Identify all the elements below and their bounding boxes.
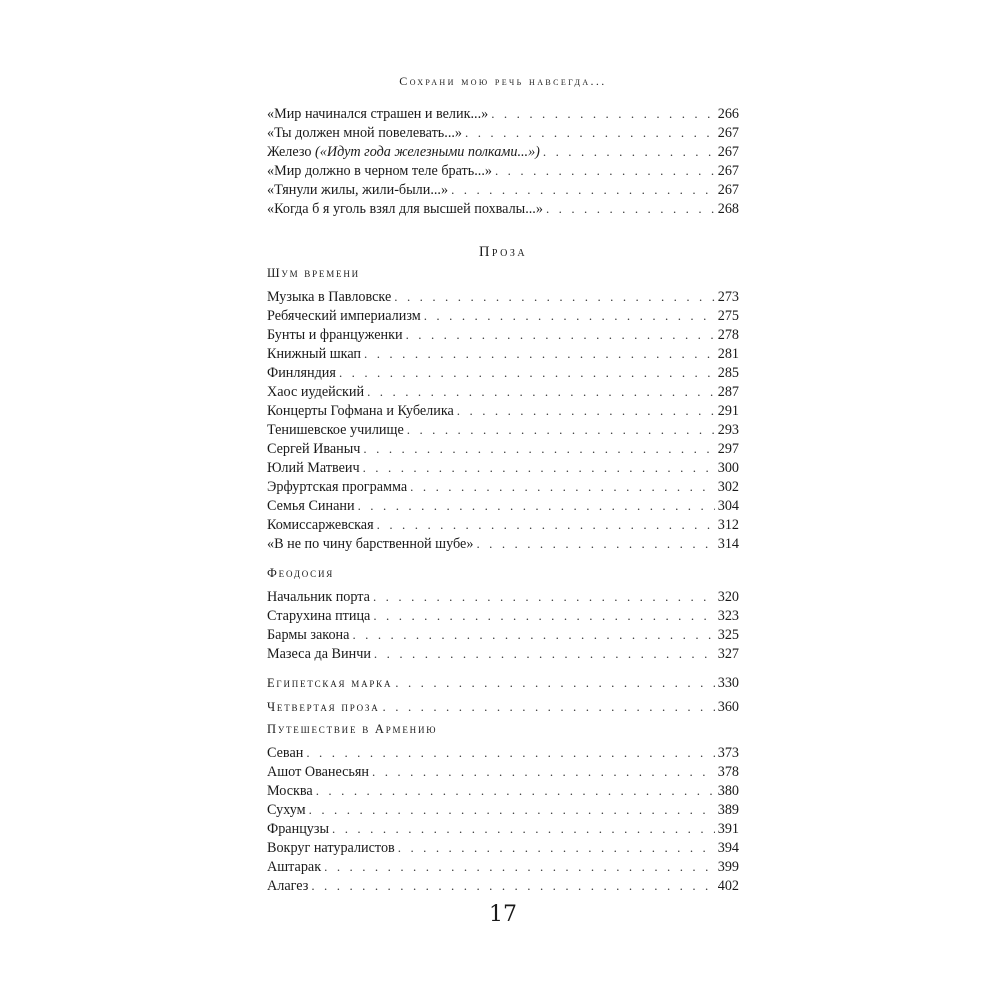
- toc-entry: [267, 496, 739, 515]
- toc-entry-page: 320: [717, 589, 739, 605]
- toc-entry-page: 302: [717, 479, 739, 495]
- leader-dots: [383, 697, 715, 716]
- section-heading-prose: Проза: [478, 244, 528, 260]
- leader-dots: [324, 857, 715, 876]
- toc-entry: [267, 781, 739, 800]
- toc-entry-title: Семья Синани: [267, 498, 355, 514]
- toc-entry: [267, 142, 739, 161]
- toc-entry-page: 267: [717, 144, 739, 160]
- leader-dots: [374, 644, 715, 663]
- toc-entry: [267, 644, 739, 663]
- toc-entry-page: 399: [717, 859, 739, 875]
- leader-dots: [332, 819, 715, 838]
- subsection-heading: Путешествие в Армению: [267, 722, 438, 736]
- leader-dots: [410, 477, 715, 496]
- toc-entry: [267, 199, 739, 218]
- toc-entry-title: Эрфуртская программа: [267, 479, 408, 495]
- toc-entry-title: «В не по чину барственной шубе»: [267, 536, 474, 552]
- toc-entry-page: 360: [717, 699, 739, 715]
- toc-entry: [267, 439, 739, 458]
- toc-entry-page: 402: [717, 878, 739, 894]
- toc-entry: [267, 401, 739, 420]
- toc-entry-title: Ребяческий империализм: [267, 308, 421, 324]
- toc-entry-title: Концерты Гофмана и Кубелика: [267, 403, 454, 419]
- leader-dots: [491, 104, 714, 123]
- toc-entry-page: 278: [717, 327, 739, 343]
- subsection-heading: Шум времени: [267, 266, 360, 280]
- toc-entry-title: Сухум: [267, 802, 306, 818]
- leader-dots: [395, 673, 714, 692]
- toc-entry-page: 291: [717, 403, 739, 419]
- leader-dots: [451, 180, 715, 199]
- leader-dots: [352, 625, 714, 644]
- toc-entry-page: 314: [717, 536, 739, 552]
- toc-entry-page: 389: [717, 802, 739, 818]
- toc-entry-title: Мазеса да Винчи: [267, 646, 371, 662]
- toc-entry: [267, 420, 739, 439]
- toc-entry: [267, 625, 739, 644]
- toc-entry-title: Алагез: [267, 878, 309, 894]
- toc-entry-page: 281: [717, 346, 739, 362]
- toc-entry-title: Бунты и француженки: [267, 327, 403, 343]
- toc-entry-chetvertaya-proza: [267, 697, 739, 716]
- toc-entry-title: Книжный шкап: [267, 346, 362, 362]
- toc-entry: [267, 363, 739, 382]
- toc-entry-title: Хаос иудейский: [267, 384, 365, 400]
- leader-dots: [373, 606, 714, 625]
- toc-entry-title: Французы: [267, 821, 330, 837]
- toc-entry: [267, 123, 739, 142]
- leader-dots: [364, 344, 715, 363]
- toc-entry-title: «Тянули жилы, жили-были...»: [267, 182, 449, 198]
- toc-entry-page: 325: [717, 627, 739, 643]
- toc-entry-title: «Мир должно в черном теле брать...»: [267, 163, 492, 179]
- toc-entry-title: Начальник порта: [267, 589, 370, 605]
- toc-entry-page: 275: [717, 308, 739, 324]
- toc-entry-page: 304: [717, 498, 739, 514]
- leader-dots: [457, 401, 715, 420]
- toc-entry-page: 380: [717, 783, 739, 799]
- leader-dots: [311, 876, 714, 895]
- toc-entry-page: 268: [717, 201, 739, 217]
- toc-entry-title: [267, 143, 540, 162]
- toc-entry-title: Тенишевское училище: [267, 422, 404, 438]
- toc-entry-title: Финляндия: [267, 365, 336, 381]
- toc-entry-page: 312: [717, 517, 739, 533]
- toc-entry-title: «Мир начинался страшен и велик...»: [267, 106, 489, 122]
- toc-entry-title: Четвертая проза: [267, 700, 380, 714]
- toc-entry-title: Вокруг натуралистов: [267, 840, 395, 856]
- toc-entry: [267, 477, 739, 496]
- toc-entry-title: Бармы закона: [267, 627, 350, 643]
- toc-entry-title: Москва: [267, 783, 313, 799]
- leader-dots: [309, 800, 715, 819]
- toc-entry: [267, 838, 739, 857]
- toc-entry: [267, 534, 739, 553]
- toc-entry-page: 300: [717, 460, 739, 476]
- toc-entry-page: 297: [717, 441, 739, 457]
- toc-entry-page: 267: [717, 182, 739, 198]
- toc-entry: [267, 458, 739, 477]
- leader-dots: [543, 142, 715, 161]
- toc-entry-title: Юлий Матвеич: [267, 460, 360, 476]
- toc-entry: [267, 325, 739, 344]
- toc-entry-title: Музыка в Павловске: [267, 289, 392, 305]
- toc-entry-title: Севан: [267, 745, 304, 761]
- subsection-heading: Феодосия: [267, 566, 335, 580]
- toc-entry-title: Старухина птица: [267, 608, 371, 624]
- leader-dots: [495, 161, 715, 180]
- page-number: 17: [489, 902, 517, 927]
- toc-entry-title-main: Железо: [267, 144, 312, 160]
- leader-dots: [363, 439, 714, 458]
- toc-entry-page: 267: [717, 125, 739, 141]
- toc-entry-page: 293: [717, 422, 739, 438]
- leader-dots: [394, 287, 714, 306]
- leader-dots: [377, 515, 715, 534]
- toc-entry: [267, 743, 739, 762]
- leader-dots: [373, 587, 715, 606]
- toc-entry: [267, 800, 739, 819]
- toc-entry-title: Сергей Иваныч: [267, 441, 361, 457]
- leader-dots: [476, 534, 714, 553]
- toc-entry-page: 266: [717, 106, 739, 122]
- toc-entry: [267, 876, 739, 895]
- toc-entry: [267, 306, 739, 325]
- leader-dots: [358, 496, 715, 515]
- toc-entry-page: 373: [717, 745, 739, 761]
- toc-entry-page: 287: [717, 384, 739, 400]
- leader-dots: [407, 420, 715, 439]
- toc-entry: [267, 587, 739, 606]
- toc-entry-title: Комиссаржевская: [267, 517, 374, 533]
- toc-entry: [267, 606, 739, 625]
- toc-entry: [267, 819, 739, 838]
- toc-entry-title: «Ты должен мной повелевать...»: [267, 125, 463, 141]
- toc-entry-title: Ашот Ованесьян: [267, 764, 370, 780]
- toc-entry: [267, 180, 739, 199]
- leader-dots: [424, 306, 715, 325]
- toc-entry: [267, 161, 739, 180]
- leader-dots: [372, 762, 715, 781]
- toc-entry-page: 330: [717, 675, 739, 691]
- toc-entry-title: «Когда б я уголь взял для высшей похвалы...»: [267, 201, 543, 217]
- toc-entry-title: Аштарак: [267, 859, 322, 875]
- toc-entry-title: Египетская марка: [267, 676, 393, 690]
- leader-dots: [306, 743, 714, 762]
- toc-entry-subtitle: («Идут года железными полками...»): [315, 144, 540, 160]
- toc-entry: [267, 104, 739, 123]
- leader-dots: [546, 199, 715, 218]
- toc-entry-egipetskaya-marka: [267, 673, 739, 692]
- running-head: Сохрани мою речь навсегда...: [399, 74, 607, 88]
- toc-entry-page: 391: [717, 821, 739, 837]
- toc-entry-page: 327: [717, 646, 739, 662]
- toc-entry: [267, 382, 739, 401]
- leader-dots: [398, 838, 715, 857]
- toc-entry: [267, 857, 739, 876]
- toc-entry: [267, 287, 739, 306]
- toc-entry-page: 267: [717, 163, 739, 179]
- leader-dots: [363, 458, 715, 477]
- leader-dots: [316, 781, 715, 800]
- toc-entry: [267, 762, 739, 781]
- toc-entry: [267, 515, 739, 534]
- leader-dots: [465, 123, 715, 142]
- toc-entry-page: 394: [717, 840, 739, 856]
- leader-dots: [367, 382, 715, 401]
- toc-entry-page: 378: [717, 764, 739, 780]
- toc-entry: [267, 344, 739, 363]
- toc-entry-page: 273: [717, 289, 739, 305]
- leader-dots: [406, 325, 715, 344]
- leader-dots: [339, 363, 715, 382]
- toc-entry-page: 285: [717, 365, 739, 381]
- toc-entry-page: 323: [717, 608, 739, 624]
